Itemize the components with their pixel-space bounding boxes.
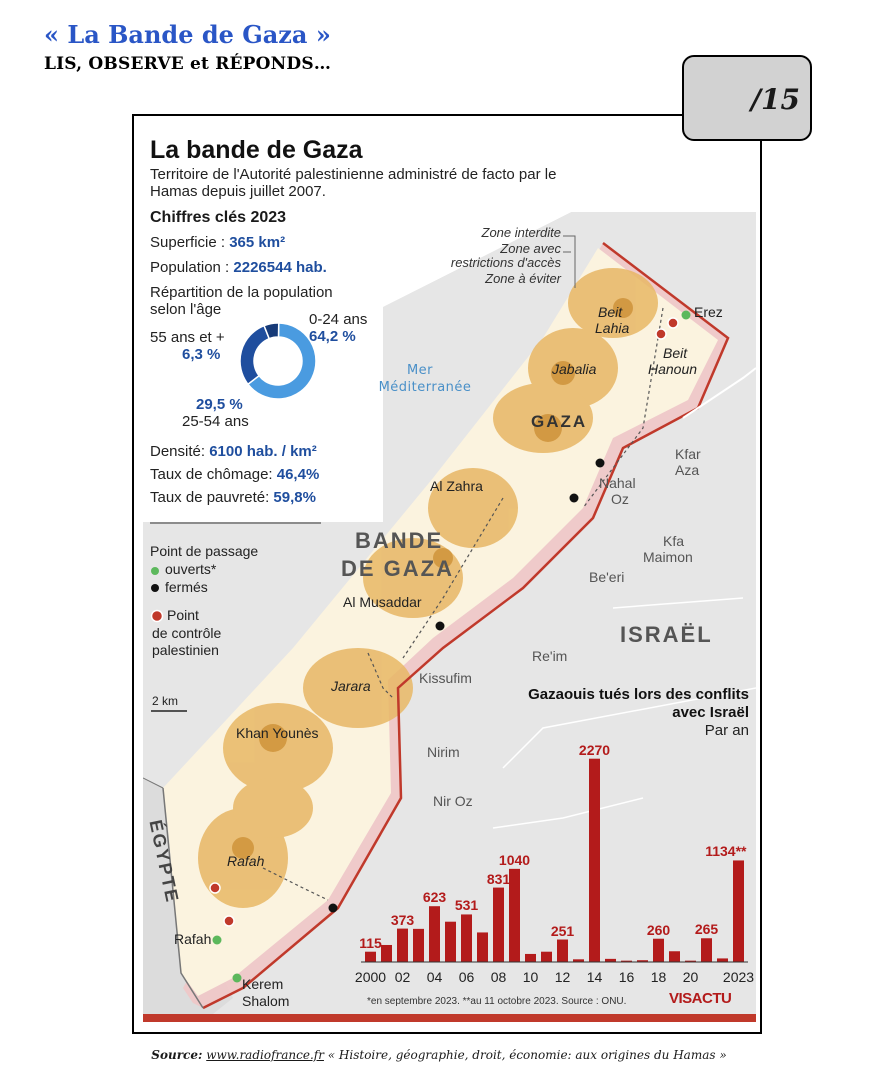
bar-label-2012: 251	[550, 922, 575, 939]
bar-label-2008: 831	[486, 870, 511, 887]
bar-2007	[477, 932, 488, 962]
map-frame	[132, 114, 762, 1034]
tick-14: 14	[586, 969, 603, 985]
density-row: Densité: 6100 hab. / km²	[150, 443, 317, 460]
nir-oz-label: Nir Oz	[433, 793, 473, 809]
age-55-value: 6,3 %	[182, 346, 221, 363]
beit-lahia-label-2: Lahia	[595, 320, 630, 336]
tick-04: 04	[426, 969, 443, 985]
poverty-value: 59,8%	[273, 489, 316, 506]
area-row: Superficie : 365 km²	[150, 234, 286, 251]
beit-hanoun-label-2: Hanoun	[648, 361, 698, 377]
legend-closed-label: fermés	[165, 579, 208, 595]
bar-2002	[397, 929, 408, 962]
zone-forbidden-label: Zone interdite	[481, 225, 561, 240]
reim-label: Re'im	[532, 648, 568, 664]
bar-2021	[701, 938, 712, 962]
population-row: Population : 2226544 hab.	[150, 259, 327, 276]
source-link[interactable]: www.radiofrance.fr	[206, 1048, 324, 1062]
bar-2008	[493, 888, 504, 962]
age-heading-2: selon l'âge	[150, 301, 222, 318]
gaza-city-label: GAZA	[531, 412, 588, 431]
source-line: Source: www.radiofrance.fr « Histoire, géographie, droit, économie: aux origines du Hamas »	[151, 1048, 727, 1062]
bar-2023	[733, 860, 744, 962]
bar-label-2009: 1040	[498, 851, 531, 868]
map-title: La bande de Gaza	[150, 136, 363, 164]
source-text: « Histoire, géographie, droit, économie: aux origines du Hamas »	[323, 1048, 727, 1062]
bar-2000	[365, 952, 376, 962]
bar-label-2018: 260	[646, 921, 671, 938]
age-25-54-label: 25-54 ans	[182, 413, 249, 430]
legend-checkpoint-label-1: Point	[167, 607, 199, 623]
bar-2014	[589, 759, 600, 962]
kfar-aza-label-2: Aza	[675, 462, 700, 478]
legend-checkpoint-icon	[152, 611, 163, 622]
tick-18: 18	[650, 969, 667, 985]
bar-2012	[557, 940, 568, 962]
poverty-row: Taux de pauvreté: 59,8%	[150, 489, 316, 506]
nirim-label: Nirim	[427, 744, 460, 760]
bar-2003	[413, 929, 424, 962]
bar-label-2004: 623	[422, 889, 447, 906]
crossing-sufa-dot	[329, 904, 338, 913]
chart-footnote: *en septembre 2023. **au 11 octobre 2023. Source : ONU.	[367, 996, 627, 1007]
kerem-shalom-label-1: Kerem	[242, 976, 284, 992]
map-subtitle: Territoire de l'Autorité palestinienne administré de facto par le Hamas depuis juillet 2007.	[150, 166, 557, 200]
zone-restricted-label-2: restrictions d'accès	[450, 255, 561, 270]
worksheet-instructions: LIS, OBSERVE et RÉPONDS…	[44, 54, 332, 74]
bar-2018	[653, 939, 664, 962]
legend-checkpoint-label-2: de contrôle	[152, 625, 222, 641]
unemployment-value: 46,4%	[276, 466, 320, 483]
bar-label-2021: 265	[694, 921, 719, 938]
bar-2022	[717, 958, 728, 962]
kissufim-label: Kissufim	[419, 670, 472, 686]
score-text: /15	[750, 83, 800, 116]
scale-label: 2 km	[152, 694, 179, 708]
al-zahra-label: Al Zahra	[430, 478, 483, 494]
strip-label-1: BANDE	[355, 528, 444, 553]
legend-closed-dot	[151, 584, 159, 592]
key-figures-heading: Chiffres clés 2023	[150, 209, 287, 226]
tick-02: 02	[394, 969, 411, 985]
source-label: Source	[151, 1048, 198, 1062]
bar-label-2000: 115	[359, 934, 382, 951]
tick-12: 12	[554, 969, 571, 985]
crossing-karni-dot	[570, 494, 579, 503]
age-0-24-label: 0-24 ans	[309, 311, 368, 328]
area-value: 365 km²	[229, 234, 286, 251]
age-heading-1: Répartition de la population	[150, 284, 333, 301]
chart-title-line-2: avec Israël	[672, 704, 749, 721]
age-25-54-value: 29,5 %	[196, 396, 243, 413]
bar-2009	[509, 869, 520, 962]
score-box	[682, 55, 812, 141]
unemployment-row: Taux de chômage: 46,4%	[150, 466, 320, 483]
tick-2000: 2000	[354, 969, 387, 985]
khan-younes-label: Khan Younès	[236, 725, 319, 741]
chart-title-line-1: Gazaouis tués lors des conflits	[528, 686, 749, 703]
kfa-maimon-label-1: Kfa	[663, 533, 685, 549]
legend-checkpoint-label-3: palestinien	[152, 642, 219, 658]
rafah-city-label: Rafah	[227, 853, 265, 869]
crossing-kissufim-dot	[436, 622, 445, 631]
jarara-label: Jarara	[331, 678, 371, 694]
map-infographic	[143, 128, 756, 1022]
crossing-nahal-oz-dot	[596, 459, 605, 468]
zone-avoid-label: Zone à éviter	[485, 271, 561, 286]
zone-restricted-label-1: Zone avec	[500, 241, 561, 256]
checkpoint-south-1	[210, 883, 220, 893]
tick-20: 20	[682, 969, 699, 985]
bar-2001	[381, 945, 392, 962]
kfa-maimon-label-2: Maimon	[643, 549, 693, 565]
erez-label: Erez	[694, 304, 723, 320]
bar-2005	[445, 922, 456, 962]
beeri-label: Be'eri	[589, 569, 625, 585]
bar-2004	[429, 906, 440, 962]
bar-2006	[461, 914, 472, 962]
bar-2010	[525, 954, 536, 962]
age-55-label: 55 ans et +	[150, 329, 225, 346]
worksheet-title: « La Bande de Gaza »	[44, 20, 331, 49]
legend-open-dot	[151, 567, 159, 575]
strip-label-2: DE GAZA	[341, 556, 454, 581]
sea-label-2: Méditerranée	[378, 380, 472, 395]
egypt-label: ÉGYPTE	[145, 818, 183, 906]
kerem-shalom-label-2: Shalom	[242, 993, 290, 1009]
bar-2019	[669, 951, 680, 962]
bar-label-2002: 373	[390, 911, 415, 928]
legend-crossing-heading: Point de passage	[150, 543, 259, 559]
nahal-oz-label-2: Oz	[611, 491, 629, 507]
age-0-24-value: 64,2 %	[309, 328, 356, 345]
beit-hanoun-label-1: Beit	[663, 345, 688, 361]
crossing-erez-dot	[682, 311, 691, 320]
tick-16: 16	[618, 969, 635, 985]
kfar-aza-label-1: Kfar	[675, 446, 701, 462]
rafah-crossing-label: Rafah	[174, 931, 212, 947]
chart-subtitle: Par an	[704, 722, 749, 739]
jabalia-label: Jabalia	[552, 361, 597, 377]
tick-06: 06	[458, 969, 475, 985]
legend-open-label: ouverts*	[165, 561, 217, 577]
visactu-logo: VISACTU	[669, 990, 732, 1007]
checkpoint-south-2	[224, 916, 234, 926]
beit-lahia-label-1: Beit	[598, 304, 623, 320]
nahal-oz-label-1: Nahal	[599, 475, 636, 491]
bar-label-2014: 2270	[578, 741, 611, 758]
checkpoint-north-1	[668, 318, 678, 328]
tick-10: 10	[522, 969, 539, 985]
crossing-kerem-shalom-dot	[233, 974, 242, 983]
checkpoint-north-2	[656, 329, 666, 339]
sea-label-1: Mer	[406, 363, 434, 378]
al-musaddar-label: Al Musaddar	[343, 594, 422, 610]
tick-2023: 2023	[722, 969, 755, 985]
tick-08: 08	[490, 969, 507, 985]
population-value: 2226544 hab.	[233, 259, 327, 276]
bar-label-2006: 531	[454, 897, 479, 914]
bar-2011	[541, 952, 552, 962]
density-value: 6100 hab. / km²	[209, 443, 317, 460]
crossing-rafah-dot	[213, 936, 222, 945]
israel-label: ISRAËL	[620, 622, 713, 647]
bar-label-2023: 1134**	[705, 843, 747, 860]
